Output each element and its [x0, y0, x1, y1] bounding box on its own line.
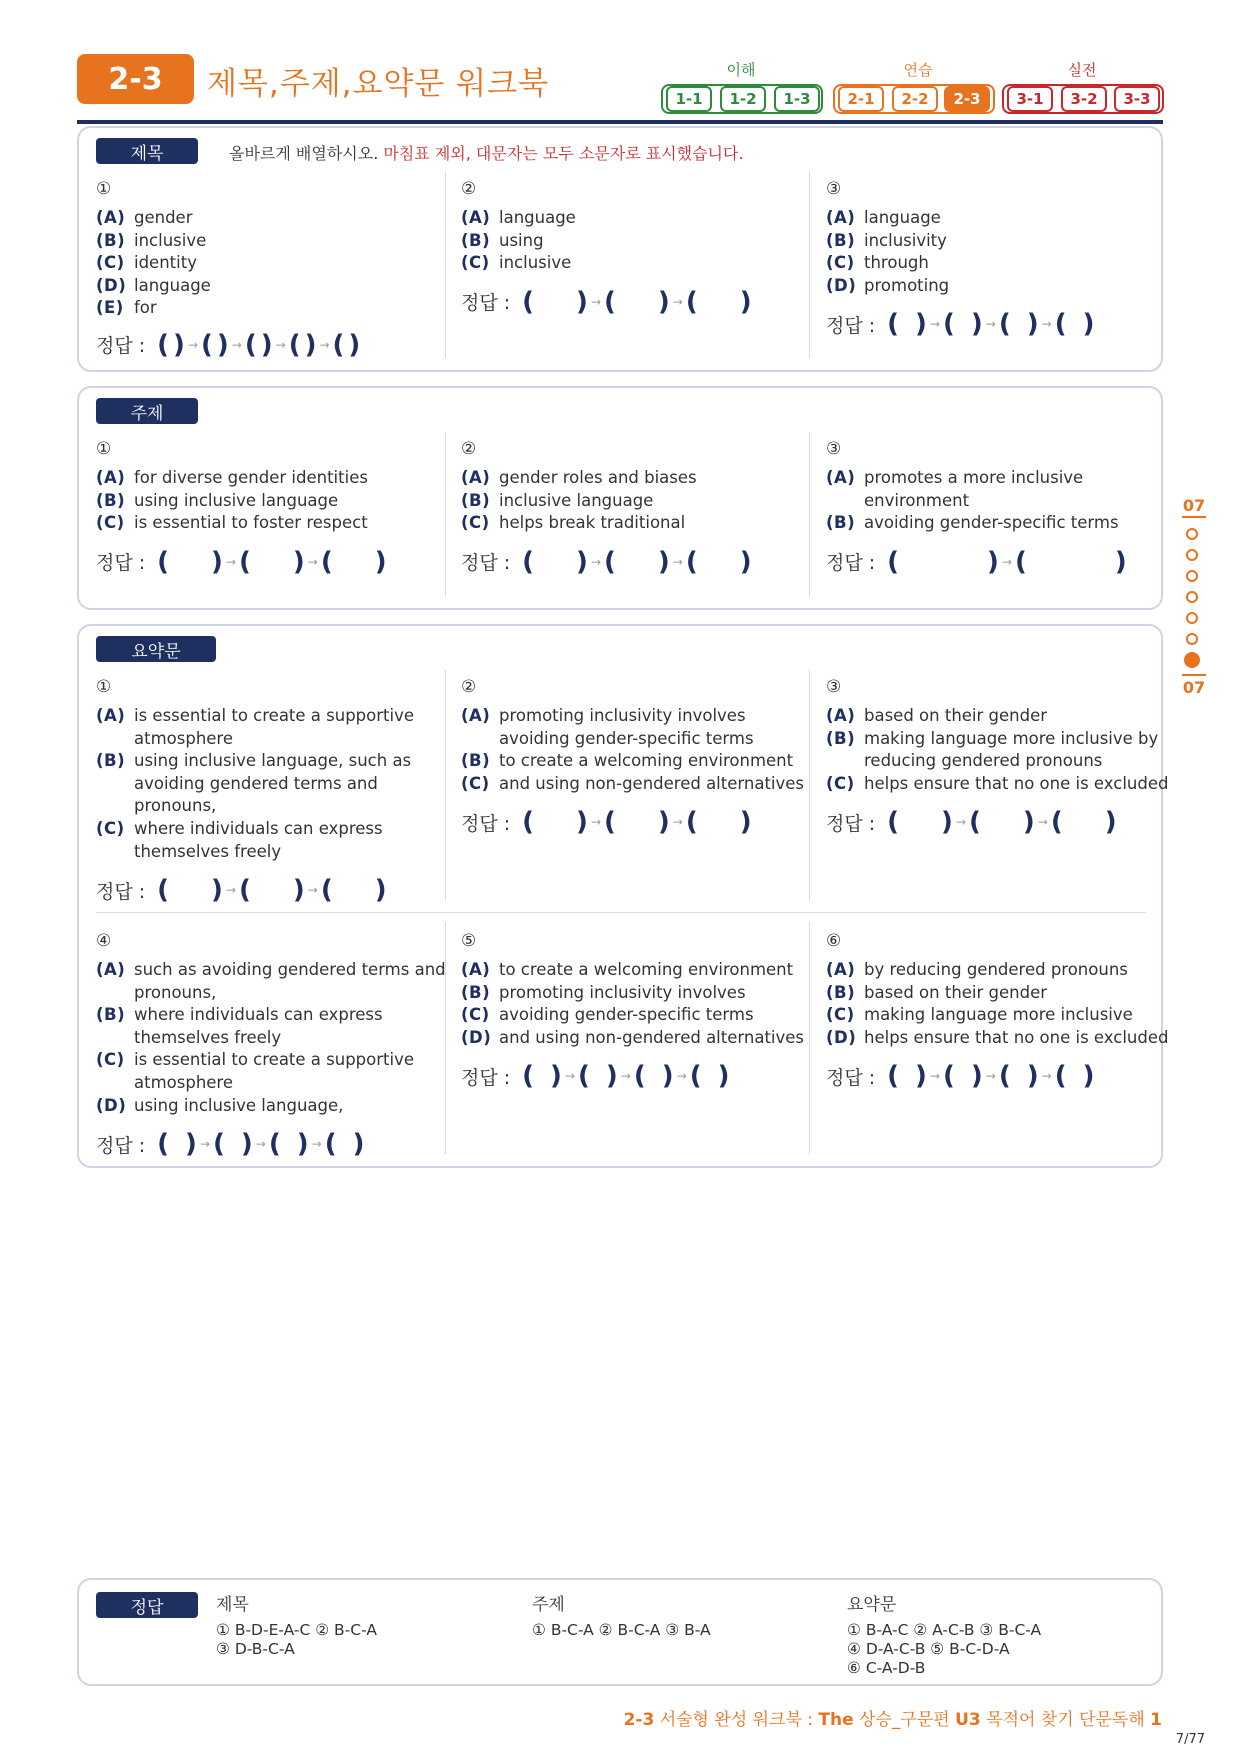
title-item-1	[96, 179, 446, 360]
option-c: (C) where individuals can express themselves freely	[96, 818, 383, 861]
option-a: (A) based on their gender	[826, 706, 1048, 725]
answer-slots[interactable]: 정답 : ( ) → ( ) → ( )	[96, 546, 387, 577]
footer-title: 2-3 서술형 완성 워크북 : The 상승_구문편 U3 목적어 찾기 단문독해 1	[623, 1710, 1162, 1730]
answer-slots[interactable]: 정답 : ( ) → ( ) → ( ) → ( )	[461, 1061, 730, 1092]
option-a: (A) for diverse gender identities	[96, 468, 368, 487]
option-c: (C) through	[826, 253, 929, 273]
option-b: (B) using	[461, 230, 544, 250]
option-d: (D) helps ensure that no one is excluded	[826, 1027, 1169, 1047]
summary-item-6	[826, 931, 1176, 1091]
lesson-badge: 2-3	[77, 54, 194, 104]
answer-key-panel	[77, 1578, 1163, 1686]
row-divider	[96, 912, 1146, 913]
level-2-1-button[interactable]: 2-1	[838, 86, 884, 112]
item-number: ①	[96, 179, 112, 199]
level-label-understand: 이해	[726, 61, 756, 79]
answer-key-title: 제목 ① B-D-E-A-C ② B-C-A ③ D-B-C-A	[216, 1595, 377, 1658]
item-number: ③	[826, 439, 842, 459]
progress-dot	[1186, 591, 1198, 603]
option-d: (D) and using non-gendered alternatives	[461, 1027, 805, 1047]
option-e: (E) for	[96, 298, 157, 318]
level-label-practice: 연습	[903, 61, 933, 79]
option-c: (C) making language more inclusive	[826, 1005, 1133, 1025]
item-number: ②	[461, 677, 477, 697]
instruction-main: 올바르게 배열하시오.	[229, 144, 379, 163]
summary-item-5	[461, 931, 811, 1091]
option-a: (A) language	[461, 208, 576, 227]
progress-dot	[1186, 528, 1198, 540]
summary-item-3	[826, 677, 1176, 837]
progress-dot	[1186, 612, 1198, 624]
topic-item-3	[826, 439, 1176, 577]
item-number: ④	[96, 931, 112, 951]
level-1-2-button[interactable]: 1-2	[720, 86, 766, 112]
answer-slots[interactable]: 정답 : ( ) → ( ) → ( ) → ( )	[826, 309, 1095, 340]
option-c: (C) helps break traditional	[461, 513, 686, 533]
option-c: (C) inclusive	[461, 253, 572, 273]
option-c: (C) is essential to create a supportive atmosphere	[96, 1050, 415, 1092]
section-tag-summary: 요약문	[96, 636, 216, 662]
option-c: (C) and using non-gendered alternatives	[461, 773, 805, 793]
option-a: (A) gender	[96, 208, 193, 227]
item-number: ①	[96, 439, 112, 459]
instruction-note: 마침표 제외, 대문자는 모두 소문자로 표시했습니다.	[383, 144, 744, 163]
summary-item-2	[461, 677, 811, 837]
option-b: (B) where individuals can express themselves freely	[96, 1005, 383, 1047]
lesson-title: 제목,주제,요약문 워크북	[207, 66, 550, 102]
answer-slots[interactable]: 정답 : ( ) → ( ) → ( )	[461, 546, 752, 577]
item-number: ⑤	[461, 931, 477, 951]
option-b: (B) to create a welcoming environment	[461, 751, 794, 771]
level-label-real: 실전	[1067, 61, 1097, 79]
progress-dot-current	[1184, 652, 1200, 668]
option-c: (C) identity	[96, 253, 197, 273]
summary-panel	[77, 624, 1169, 1168]
title-item-2	[461, 179, 811, 317]
title-item-3	[826, 179, 1176, 339]
answer-slots[interactable]: 정답 : ( ) → ( ) → ( )	[826, 807, 1117, 838]
option-b: (B) inclusivity	[826, 230, 947, 250]
option-a: (A) language	[826, 208, 941, 227]
option-a: (A) gender roles and biases	[461, 468, 697, 487]
item-number: ⑥	[826, 931, 842, 951]
option-b: (B) inclusive language	[461, 490, 654, 510]
option-b: (B) using inclusive language	[96, 490, 339, 510]
option-a: (A) is essential to create a supportive atmosphere	[96, 706, 415, 748]
option-d: (D) using inclusive language,	[96, 1095, 344, 1115]
option-d: (D) language	[96, 275, 211, 295]
answer-slots[interactable]: 정답 : ( ) → ( ) → ( )	[461, 807, 752, 838]
option-c: (C) is essential to foster respect	[96, 513, 368, 533]
level-1-1-button[interactable]: 1-1	[666, 86, 712, 112]
option-b: (B) based on their gender	[826, 982, 1048, 1002]
level-3-1-button[interactable]: 3-1	[1007, 86, 1053, 112]
answer-slots[interactable]: 정답 : ( ) → ( ) → ( ) → ( )	[826, 1061, 1095, 1092]
answer-slots[interactable]: 정답 : ( ) → ( ) → ( ) → ( )	[96, 1129, 365, 1160]
instruction	[229, 141, 744, 164]
item-number: ③	[826, 677, 842, 697]
option-b: (B) inclusive	[96, 230, 207, 250]
answer-key-tag: 정답	[96, 1592, 198, 1618]
progress-dot	[1186, 570, 1198, 582]
section-tag-topic: 주제	[96, 398, 198, 424]
item-number: ③	[826, 179, 842, 199]
option-a: (A) to create a welcoming environment	[461, 960, 794, 979]
level-3-3-button[interactable]: 3-3	[1114, 86, 1160, 112]
item-number: ①	[96, 677, 112, 697]
side-progress-line	[1182, 674, 1206, 676]
answer-slots[interactable]: 정답 : ( ) → ( ) → ( )	[96, 875, 387, 906]
option-a: (A) by reducing gendered pronouns	[826, 960, 1128, 979]
page-number: 7/77	[1175, 1732, 1205, 1747]
item-number: ②	[461, 179, 477, 199]
side-progress-line	[1182, 516, 1206, 518]
side-progress-bottom: 07	[1182, 678, 1206, 697]
answer-slots[interactable]: 정답 : ( ) → ( ) → ( ) → ( ) → ( )	[96, 329, 361, 360]
option-c: (C) helps ensure that no one is excluded	[826, 773, 1169, 793]
side-progress-top: 07	[1182, 496, 1206, 515]
topic-panel	[77, 386, 1163, 610]
answer-slots[interactable]: 정답 : ( ) → ( ) → ( )	[461, 286, 752, 317]
option-a: (A) promoting inclusivity involves avoiding gender-specific terms	[461, 706, 754, 748]
answer-key-topic: 주제 ① B-C-A ② B-C-A ③ B-A	[532, 1595, 711, 1639]
option-b: (B) making language more inclusive by reducing gendered pronouns	[826, 728, 1159, 771]
level-2-3-button[interactable]: 2-3	[944, 86, 990, 112]
header-rule	[77, 120, 1163, 124]
option-b: (B) avoiding gender-specific terms	[826, 513, 1119, 533]
option-d: (D) promoting	[826, 275, 950, 295]
summary-item-4	[96, 931, 446, 1159]
option-b: (B) using inclusive language, such as avoiding gendered terms and pronouns,	[96, 751, 412, 816]
answer-key-summary: 요약문 ① B-A-C ② A-C-B ③ B-C-A ④ D-A-C-B ⑤ B-C-D-A ⑥ C-A-D-B	[847, 1595, 1042, 1677]
topic-item-1	[96, 439, 446, 577]
option-b: (B) promoting inclusivity involves	[461, 982, 746, 1002]
level-1-3-button[interactable]: 1-3	[774, 86, 820, 112]
answer-slots[interactable]: 정답 : ( ) → ( )	[826, 546, 1127, 577]
progress-dot	[1186, 633, 1198, 645]
option-c: (C) avoiding gender-specific terms	[461, 1005, 754, 1025]
level-3-2-button[interactable]: 3-2	[1061, 86, 1107, 112]
section-tag-title: 제목	[96, 138, 198, 164]
summary-item-1	[96, 677, 446, 905]
option-a: (A) such as avoiding gendered terms and pronouns,	[96, 960, 446, 1002]
progress-dot	[1186, 549, 1198, 561]
title-panel	[77, 126, 1163, 372]
option-a: (A) promotes a more inclusive environment	[826, 468, 1084, 510]
level-2-2-button[interactable]: 2-2	[892, 86, 938, 112]
item-number: ②	[461, 439, 477, 459]
topic-item-2	[461, 439, 811, 577]
